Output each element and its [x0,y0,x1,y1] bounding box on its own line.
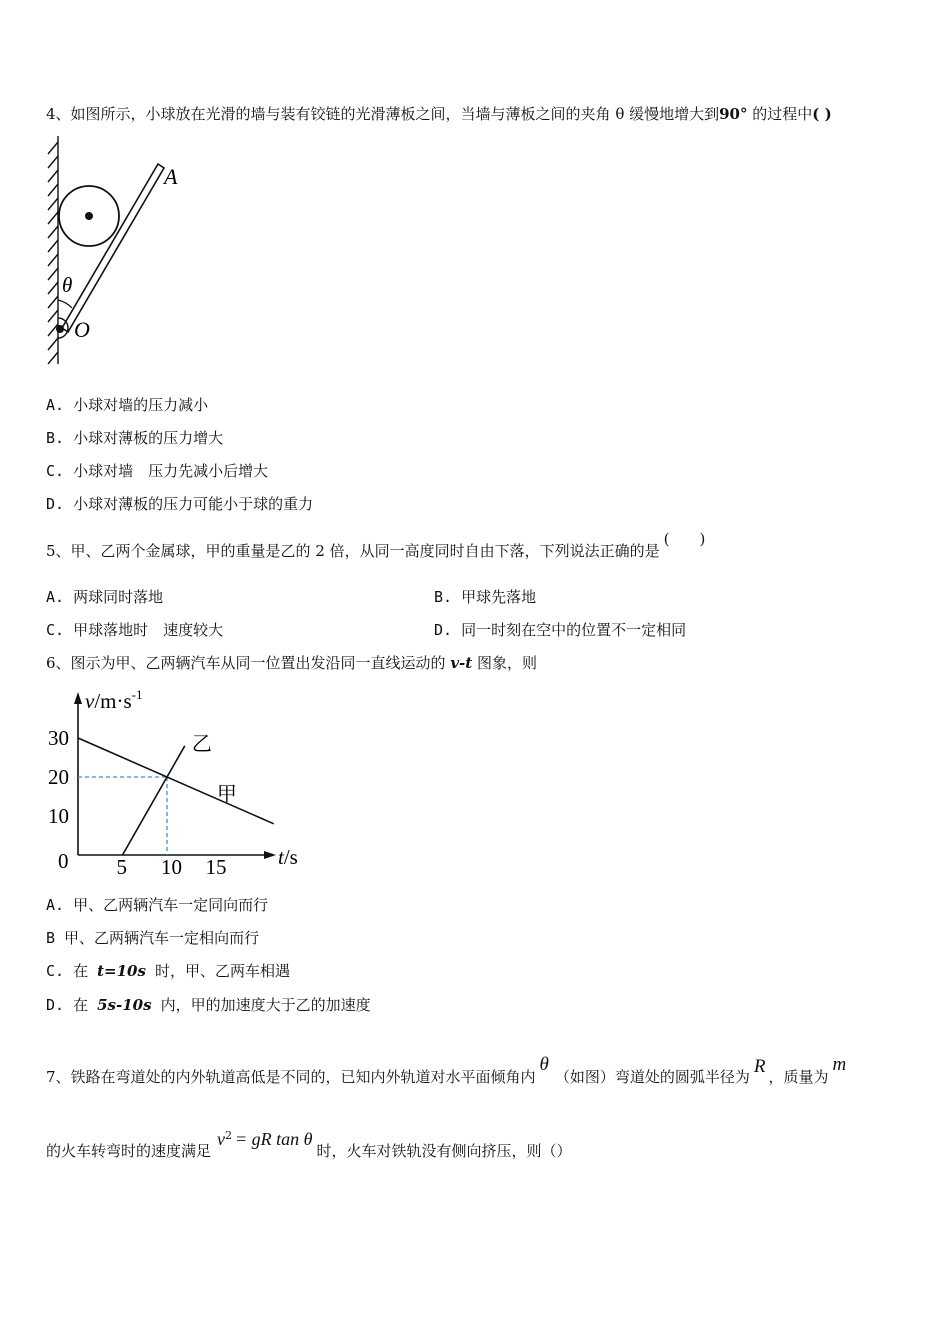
q5-option-d[interactable] [434,619,686,640]
series-line-jia [78,738,274,824]
series-label-yi: 乙 [191,733,212,756]
q5-option-c-text: C. 甲球落地时 速度较大 [46,621,224,639]
q4-option-d[interactable] [46,493,313,514]
y-tick-label: 20 [48,765,69,789]
q4-stem-angle: 90° [719,105,748,123]
q6-option-c-time: t=10s [97,962,146,980]
q6-option-c-tail: 时，甲、乙两车相遇 [145,962,290,980]
q7-stem-line2 [46,1129,572,1161]
y-label-var: v [85,689,95,713]
q4-option-a[interactable] [46,394,208,415]
origin-label: 0 [58,849,69,873]
q6-option-b[interactable] [46,927,259,948]
q5-option-c[interactable] [46,619,223,640]
q4-answer-bracket: ( ) [812,105,832,123]
y-axis-arrow [74,692,82,704]
q7-stem-part1: 7、铁路在弯道处的内外轨道高低是不同的，已知内外轨道对水平面倾角内 [46,1068,536,1086]
q5-option-d-text: D. 同一时刻在空中的位置不一定相同 [434,621,687,639]
x-tick-label: 5 [116,855,127,879]
q5-answer-bracket: ( ) [663,530,706,548]
q6-stem-tail: 图象，则 [472,654,537,672]
vt-chart [40,680,320,880]
x-tick-label: 10 [161,855,182,879]
hinge-pin [56,325,64,333]
q7-symbol-m: m [832,1054,847,1075]
q4-stem-text: 4、如图所示，小球放在光滑的墙与装有铰链的光滑薄板之间，当墙与薄板之间的夹角 θ 缓慢地增大到 [46,105,720,123]
label-a: A [164,164,178,189]
q7-eq-exponent: 2 [225,1129,233,1142]
q6-option-d[interactable] [46,994,371,1015]
label-o: O [74,317,90,342]
y-axis-label [85,687,143,713]
q4-stem [46,103,832,124]
q5-option-a[interactable] [46,586,163,607]
q6-stem-text: 6、图示为甲、乙两辆汽车从同一位置出发沿同一直线运动的 [46,654,451,672]
y-tick-label: 10 [48,804,69,828]
q4-option-d-text: D. 小球对薄板的压力可能小于球的重力 [46,495,314,513]
q5-option-b[interactable] [434,586,536,607]
q7-stem-line1 [46,1054,847,1088]
q7-symbol-r: R [753,1056,766,1077]
q7-stem-part2: （如图）弯道处的圆弧半径为 [554,1068,750,1086]
q7-eq-rest: = gR tan θ [235,1129,313,1149]
ball-center-dot [85,212,93,220]
q6-option-d-tail: 内，甲的加速度大于乙的加速度 [151,996,371,1014]
q7-stem-part4: 的火车转弯时的速度满足 [46,1142,212,1160]
q6-option-a[interactable] [46,894,268,915]
q5-stem-text: 5、甲、乙两个金属球，甲的重量是乙的 2 倍，从同一高度同时自由下落，下列说法正确的是 [46,542,660,560]
q4-option-a-text: A. 小球对墙的压力减小 [46,396,209,414]
q7-stem-part3: ，质量为 [768,1068,829,1086]
q4-option-c[interactable] [46,460,268,481]
x-label-unit: /s [283,845,298,869]
theta-arc [58,300,72,308]
y-label-exponent: -1 [131,687,143,702]
x-label-var: t [278,845,284,869]
q6-option-d-text: D. 在 [46,996,98,1014]
q4-figure [40,132,190,372]
q6-stem-vt: v-t [450,654,473,672]
y-tick-label: 30 [48,726,69,750]
q6-stem [46,652,537,673]
q4-option-c-text: C. 小球对墙 压力先减小后增大 [46,462,269,480]
x-axis-arrow [264,851,276,859]
q6-option-d-interval: 5s-10s [97,996,152,1014]
q6-option-a-text: A. 甲、乙两辆汽车一定同向而行 [46,896,269,914]
q7-equation [217,1131,312,1149]
q6-option-b-text: B 甲、乙两辆汽车一定相向而行 [46,929,260,947]
label-theta: θ [62,273,73,297]
x-axis-label [278,845,298,869]
q4-option-b-text: B. 小球对薄板的压力增大 [46,429,224,447]
q4-option-b[interactable] [46,427,223,448]
q5-option-b-text: B. 甲球先落地 [434,588,537,606]
q6-option-c-text: C. 在 [46,962,98,980]
q5-option-a-text: A. 两球同时落地 [46,588,164,606]
q5-stem [46,530,706,561]
q4-stem-tail: 的过程中 [747,105,813,123]
q7-symbol-theta: θ [539,1054,549,1075]
q7-eq-v: v [217,1129,226,1149]
q6-option-c[interactable] [46,960,290,981]
x-tick-label: 15 [205,855,227,879]
q7-stem-part5: 时，火车对铁轨没有侧向挤压，则（） [316,1142,572,1160]
series-label-jia: 甲 [216,783,237,806]
y-label-unit: /m·s [94,689,132,713]
